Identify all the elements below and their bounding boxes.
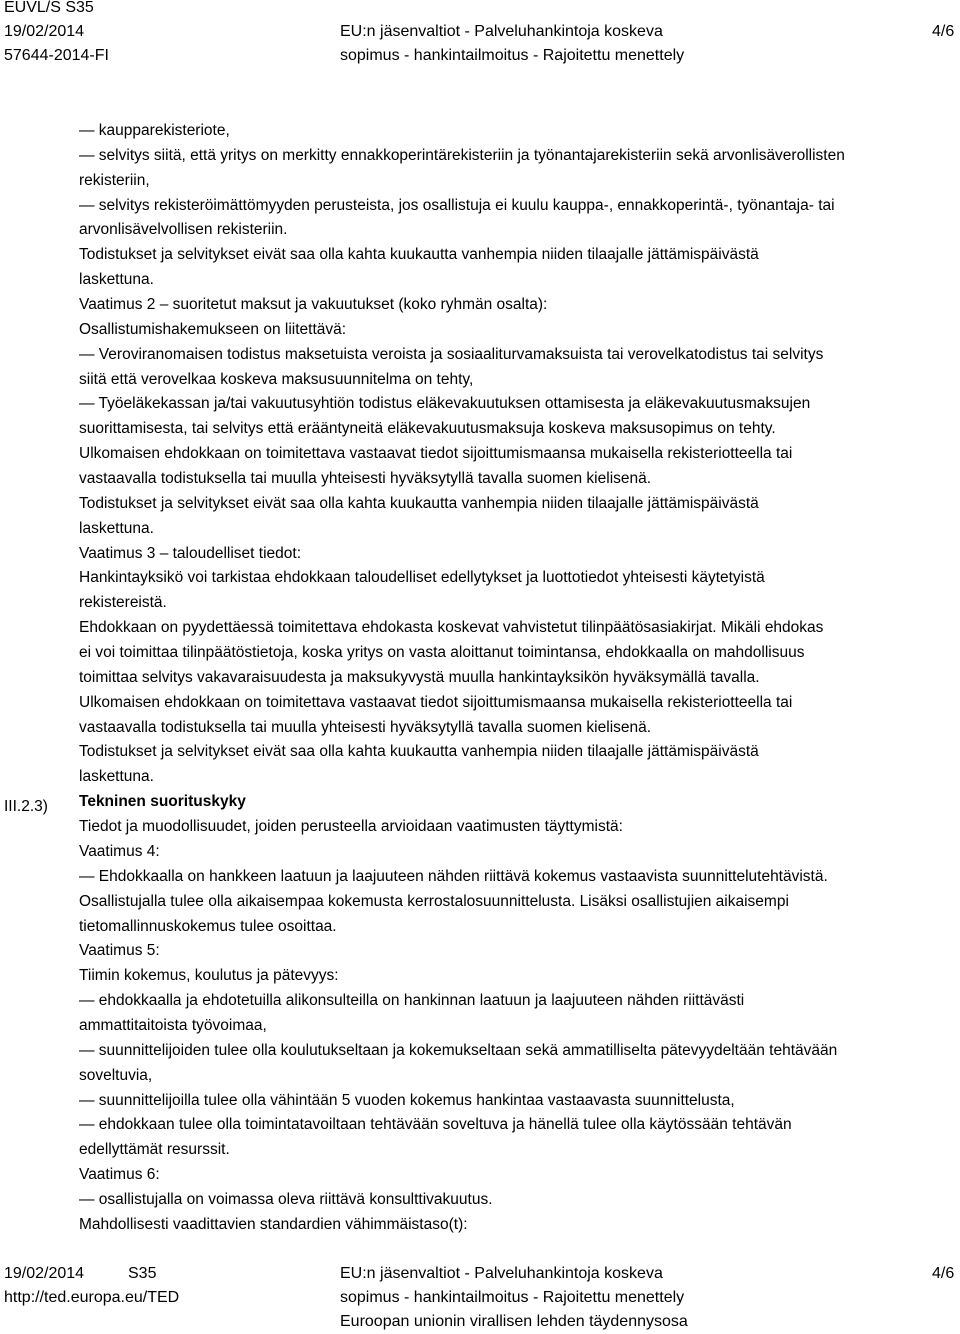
text-line: — selvitys siitä, että yritys on merkitty ennakkoperintärekisteriin ja työnantajarekisteriin sekä arvonlisäverollisten [79, 146, 845, 164]
text-line: Osallistujalla tulee olla aikaisempaa kokemusta kerrostalosuunnittelusta. Lisäksi osallistujien aikaisempi [79, 892, 789, 910]
text-line: ei voi toimittaa tilinpäätöstietoja, koska yritys on vasta aloittanut toimintansa, ehdokkaalla on mahdollisuus [79, 644, 805, 662]
text-line: — selvitys rekisteröimättömyyden perusteista, jos osallistuja ei kuulu kauppa-, ennakkoperintä-, työnantaja- tai [79, 196, 835, 214]
text-line: tietomallinnuskokemus tulee osoittaa. [79, 917, 337, 935]
text-line: Vaatimus 5: [79, 942, 160, 960]
text-line: rekistereistä. [79, 594, 167, 612]
text-line: — ehdokkaalla ja ehdotetuilla alikonsulteilla on hankinnan laatuun ja laajuuteen nähden riittävästi [79, 992, 745, 1010]
footer-page-number: 4/6 [932, 1265, 955, 1282]
text-line: — suunnittelijoiden tulee olla koulutukseltaan ja kokemukseltaan sekä ammatilliselta pätevyydeltään tehtävään [79, 1041, 838, 1059]
text-line: suorittamisesta, tai selvitys että erääntyneitä eläkevakuutusmaksuja koskeva maksusopimus on tehty. [79, 420, 776, 438]
text-line: Todistukset ja selvitykset eivät saa olla kahta kuukautta vanhempia niiden tilaajalle jättämispäivästä [79, 246, 759, 264]
text-line: arvonlisävelvollisen rekisteriin. [79, 221, 288, 239]
header-notice-id: 57644-2014-FI [4, 47, 109, 64]
text-line: — Ehdokkaalla on hankkeen laatuun ja laajuuteen nähden riittävä kokemus vastaavista suunnittelutehtävistä. [79, 867, 828, 885]
text-line: — osallistujalla on voimassa oleva riittävä konsulttivakuutus. [79, 1190, 493, 1208]
footer-title-line1: EU:n jäsenvaltiot - Palveluhankintoja koskeva [340, 1265, 663, 1282]
text-line: Ulkomaisen ehdokkaan on toimitettava vastaavat tiedot sijoittumismaansa mukaisella rekisteriotteella tai [79, 693, 793, 711]
text-line: Mahdollisesti vaadittavien standardien vähimmäistaso(t): [79, 1215, 468, 1233]
section-number: III.2.3) [4, 798, 48, 815]
text-line: Tiedot ja muodollisuudet, joiden perusteella arvioidaan vaatimusten täyttymistä: [79, 818, 623, 836]
text-line: Tiimin kokemus, koulutus ja pätevyys: [79, 967, 339, 985]
text-line: Hankintayksikö voi tarkistaa ehdokkaan taloudelliset edellytykset ja luottotiedot yhteisesti käytetyistä [79, 569, 765, 587]
footer-series: S35 [128, 1265, 157, 1282]
header-page-number: 4/6 [932, 23, 955, 40]
text-line: Todistukset ja selvitykset eivät saa olla kahta kuukautta vanhempia niiden tilaajalle jättämispäivästä [79, 494, 759, 512]
text-line: — kaupparekisteriote, [79, 122, 230, 139]
text-line: Vaatimus 4: [79, 842, 160, 860]
footer-url[interactable]: http://ted.europa.eu/TED [4, 1289, 180, 1306]
text-line: soveltuvia, [79, 1066, 153, 1084]
header-date: 19/02/2014 [4, 23, 85, 40]
text-line: vastaavalla todistuksella tai muulla yhteisesti hyväksytyllä tavalla suomen kielisenä. [79, 470, 652, 488]
text-line: — suunnittelijoilla tulee olla vähintään 5 vuoden kokemus hankintaa vastaavasta suunnittelusta, [79, 1091, 735, 1109]
text-line: rekisteriin, [79, 171, 150, 189]
text-line: laskettuna. [79, 271, 154, 289]
text-line: Ulkomaisen ehdokkaan on toimitettava vastaavat tiedot sijoittumismaansa mukaisella rekisteriotteella tai [79, 445, 793, 463]
footer-date: 19/02/2014 [4, 1265, 85, 1282]
text-line: Todistukset ja selvitykset eivät saa olla kahta kuukautta vanhempia niiden tilaajalle jättämispäivästä [79, 743, 759, 761]
text-line: — Työeläkekassan ja/tai vakuutusyhtiön todistus eläkevakuutuksen ottamisesta ja eläkevakuutusmaksujen [79, 395, 811, 413]
section-heading: Tekninen suorituskyky [79, 793, 246, 811]
footer-title-line3: Euroopan unionin virallisen lehden täydennysosa [340, 1313, 688, 1330]
footer-title-line2: sopimus - hankintailmoitus - Rajoitettu menettely [340, 1289, 685, 1306]
document-body [79, 119, 941, 1238]
text-line: laskettuna. [79, 768, 154, 786]
header-title-line2: sopimus - hankintailmoitus - Rajoitettu menettely [340, 47, 685, 64]
text-line: — ehdokkaan tulee olla toimintatavoiltaan tehtävään soveltuva ja hänellä tulee olla käytössään tehtävän [79, 1116, 792, 1134]
header-series: EUVL/S S35 [4, 0, 94, 16]
text-line: edellyttämät resurssit. [79, 1141, 230, 1159]
text-line: Vaatimus 6: [79, 1166, 160, 1184]
text-line: toimittaa selvitys vakavaraisuudesta ja maksukyvystä muulla hankintayksikön hyväksymällä tavalla. [79, 668, 760, 686]
text-line: ammattitaitoista työvoimaa, [79, 1016, 267, 1034]
text-line: — Veroviranomaisen todistus maksetuista veroista ja sosiaaliturvamaksuista tai verovelkatodistus tai selvitys [79, 345, 824, 363]
text-line: Ehdokkaan on pyydettäessä toimitettava ehdokasta koskevat vahvistetut tilinpäätösasiakirjat. Mikäli ehdokas [79, 619, 824, 637]
text-line: vastaavalla todistuksella tai muulla yhteisesti hyväksytyllä tavalla suomen kielisenä. [79, 718, 652, 736]
text-line: laskettuna. [79, 519, 154, 537]
text-line: siitä että verovelkaa koskeva maksusuunnitelma on tehty, [79, 370, 474, 388]
text-line: Osallistumishakemukseen on liitettävä: [79, 320, 347, 338]
text-line: Vaatimus 2 – suoritetut maksut ja vakuutukset (koko ryhmän osalta): [79, 296, 548, 314]
text-line: Vaatimus 3 – taloudelliset tiedot: [79, 544, 302, 562]
header-title-line1: EU:n jäsenvaltiot - Palveluhankintoja koskeva [340, 23, 663, 40]
